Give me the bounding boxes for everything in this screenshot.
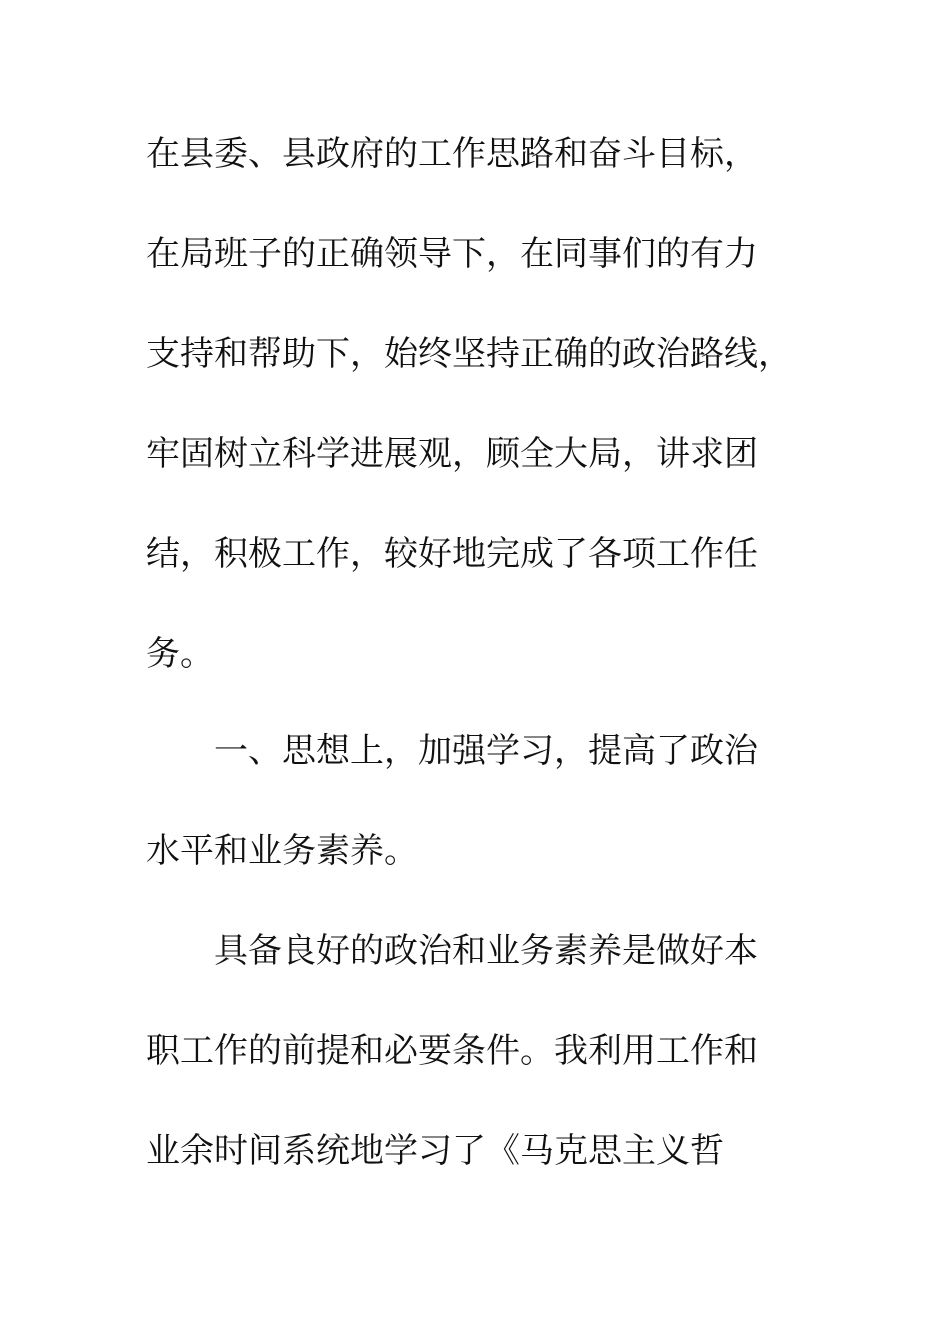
paragraph-line-3: 业余时间系统地学习了《马克思主义哲 [146, 1131, 724, 1171]
section-heading-line-2: 水平和业务素养。 [146, 831, 418, 871]
text-line-1: 在县委、县政府的工作思路和奋斗目标， [146, 134, 758, 174]
section-heading-line-1: 一、思想上，加强学习，提高了政治 [214, 731, 758, 771]
text-line-3: 支持和帮助下，始终坚持正确的政治路线， [146, 334, 792, 374]
paragraph-line-1: 具备良好的政治和业务素养是做好本 [214, 931, 758, 971]
text-line-6: 务。 [146, 634, 214, 674]
text-line-4: 牢固树立科学进展观，顾全大局，讲求团 [146, 434, 758, 474]
text-line-2: 在局班子的正确领导下，在同事们的有力 [146, 234, 758, 274]
text-line-5: 结，积极工作，较好地完成了各项工作任 [146, 534, 758, 574]
paragraph-line-2: 职工作的前提和必要条件。我利用工作和 [146, 1031, 758, 1071]
